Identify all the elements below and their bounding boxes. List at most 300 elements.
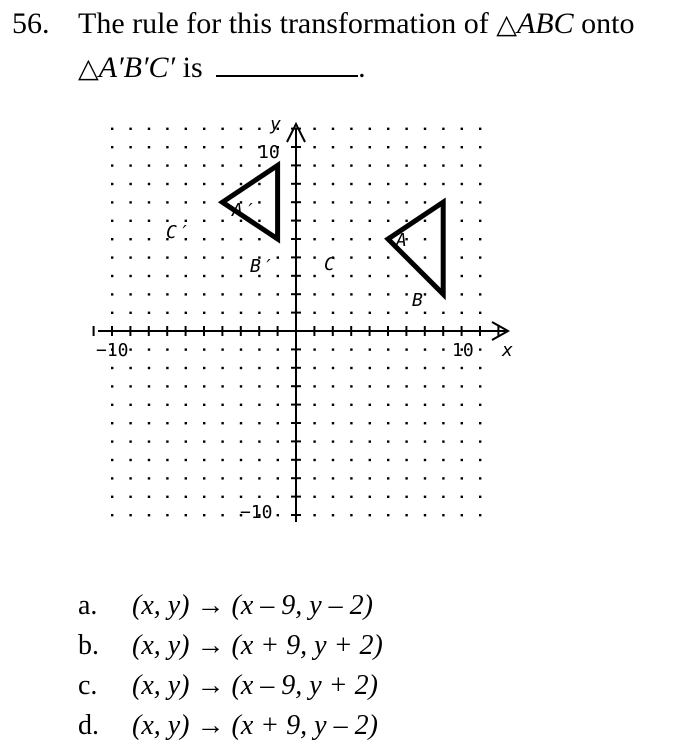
grid-dot <box>240 440 242 442</box>
grid-dot <box>166 459 168 461</box>
grid-dot <box>369 146 371 148</box>
grid-dot <box>424 256 426 258</box>
grid-dot <box>111 220 113 222</box>
grid-dot <box>442 348 444 350</box>
grid-dot <box>350 367 352 369</box>
grid-dot <box>129 477 131 479</box>
grid-dot <box>332 312 334 314</box>
grid-dot <box>148 459 150 461</box>
grid-dot <box>185 293 187 295</box>
grid-dot <box>185 183 187 185</box>
grid-dot <box>313 256 315 258</box>
end-mark: . <box>358 51 366 84</box>
grid-dot <box>405 404 407 406</box>
grid-dot <box>332 514 334 516</box>
grid-dot <box>313 385 315 387</box>
grid-dot <box>369 164 371 166</box>
grid-dot <box>332 128 334 130</box>
grid-dot <box>387 477 389 479</box>
grid-dot <box>313 220 315 222</box>
tick-label-neg-y: −10 <box>240 502 273 523</box>
grid-dot <box>240 312 242 314</box>
grid-dot <box>277 275 279 277</box>
grid-dot <box>277 404 279 406</box>
grid-dot <box>461 201 463 203</box>
grid-dot <box>332 440 334 442</box>
grid-dot <box>332 164 334 166</box>
grid-dot <box>111 477 113 479</box>
choice-letter: c. <box>78 670 98 701</box>
grid-dot <box>405 514 407 516</box>
grid-dot <box>277 348 279 350</box>
grid-dot <box>405 201 407 203</box>
choice-c[interactable] <box>78 670 378 702</box>
grid-dot <box>405 440 407 442</box>
grid-dot <box>424 422 426 424</box>
grid-dot <box>258 348 260 350</box>
grid-dot <box>442 459 444 461</box>
grid-dot <box>203 201 205 203</box>
image-triangle-name: A′B′C′ <box>98 51 176 84</box>
grid-dot <box>185 367 187 369</box>
grid-dot <box>166 256 168 258</box>
grid-dot <box>461 440 463 442</box>
grid-dot <box>424 496 426 498</box>
choice-text: (x, y) → (x + 9, y – 2) <box>132 710 378 741</box>
grid-dot <box>442 164 444 166</box>
grid-dot <box>313 275 315 277</box>
grid-dot <box>129 238 131 240</box>
grid-dot <box>479 514 481 516</box>
grid-dot <box>350 348 352 350</box>
grid-dot <box>332 220 334 222</box>
grid-dot <box>148 146 150 148</box>
grid-dot <box>111 238 113 240</box>
grid-dot <box>258 404 260 406</box>
grid-dot <box>479 275 481 277</box>
grid-dot <box>442 440 444 442</box>
grid-dot <box>221 514 223 516</box>
grid-dot <box>166 164 168 166</box>
choice-text: (x, y) → (x – 9, y + 2) <box>132 670 378 701</box>
grid-dot <box>387 348 389 350</box>
grid-dot <box>185 275 187 277</box>
choice-b[interactable] <box>78 630 383 662</box>
grid-dot <box>129 293 131 295</box>
grid-dot <box>129 312 131 314</box>
grid-dot <box>424 220 426 222</box>
grid-dot <box>258 312 260 314</box>
label-c: C <box>324 254 335 275</box>
grid-dot <box>461 293 463 295</box>
grid-dot <box>240 496 242 498</box>
grid-dot <box>166 201 168 203</box>
label-b: B <box>412 290 423 311</box>
grid-dot <box>350 128 352 130</box>
grid-dot <box>313 201 315 203</box>
grid-dot <box>240 477 242 479</box>
grid-dot <box>332 348 334 350</box>
grid-dot <box>185 146 187 148</box>
grid-dot <box>442 422 444 424</box>
grid-dot <box>111 459 113 461</box>
grid-dot <box>185 477 187 479</box>
grid-dot <box>258 385 260 387</box>
grid-dot <box>129 183 131 185</box>
grid-dot <box>258 183 260 185</box>
grid-dot <box>461 146 463 148</box>
grid-dot <box>203 477 205 479</box>
grid-dot <box>203 422 205 424</box>
grid-dot <box>313 312 315 314</box>
grid-dot <box>166 275 168 277</box>
grid-dot <box>129 422 131 424</box>
grid-dot <box>185 256 187 258</box>
grid-dot <box>111 183 113 185</box>
choice-d[interactable] <box>78 710 378 742</box>
grid-dot <box>166 404 168 406</box>
grid-dot <box>387 385 389 387</box>
grid-dot <box>405 477 407 479</box>
grid-dot <box>148 348 150 350</box>
grid-dot <box>313 146 315 148</box>
grid-dot <box>129 514 131 516</box>
grid-dot <box>203 164 205 166</box>
grid-dot <box>203 367 205 369</box>
grid-dot <box>221 385 223 387</box>
grid-dot <box>424 183 426 185</box>
grid-dot <box>148 256 150 258</box>
grid-dot <box>387 367 389 369</box>
triangle-symbol: △ <box>496 9 517 40</box>
grid-dot <box>203 128 205 130</box>
grid-dot <box>277 256 279 258</box>
grid-dot <box>166 367 168 369</box>
grid-dot <box>111 422 113 424</box>
grid-dot <box>424 293 426 295</box>
grid-dot <box>240 404 242 406</box>
grid-dot <box>387 220 389 222</box>
grid-dot <box>461 404 463 406</box>
grid-dot <box>350 183 352 185</box>
grid-dot <box>111 496 113 498</box>
grid-dot <box>111 312 113 314</box>
grid-dot <box>479 201 481 203</box>
grid-dot <box>369 256 371 258</box>
grid-dot <box>313 164 315 166</box>
grid-dot <box>221 128 223 130</box>
grid-dot <box>461 275 463 277</box>
grid-dot <box>369 477 371 479</box>
grid-dot <box>203 404 205 406</box>
grid-dot <box>258 293 260 295</box>
grid-dot <box>240 367 242 369</box>
grid-dot <box>258 440 260 442</box>
grid-dot <box>424 348 426 350</box>
grid-dot <box>442 496 444 498</box>
grid-dot <box>405 293 407 295</box>
grid-dot <box>350 293 352 295</box>
grid-dot <box>148 164 150 166</box>
grid-dot <box>148 440 150 442</box>
grid-dot <box>221 422 223 424</box>
grid-dot <box>166 496 168 498</box>
grid-dot <box>387 404 389 406</box>
grid-dot <box>350 440 352 442</box>
grid-dot <box>129 128 131 130</box>
grid-dot <box>129 146 131 148</box>
grid-dot <box>221 183 223 185</box>
original-triangle-name: ABC <box>516 7 574 40</box>
grid-dot <box>129 164 131 166</box>
grid-dot <box>185 440 187 442</box>
grid-dot <box>405 146 407 148</box>
grid-dot <box>332 422 334 424</box>
grid-dot <box>369 201 371 203</box>
grid-dot <box>148 404 150 406</box>
grid-dot <box>350 385 352 387</box>
grid-dot <box>405 128 407 130</box>
grid-dot <box>313 459 315 461</box>
grid-dot <box>313 496 315 498</box>
grid-dot <box>240 164 242 166</box>
grid-dot <box>424 312 426 314</box>
grid-dot <box>442 183 444 185</box>
grid-dot <box>424 238 426 240</box>
grid-dot <box>461 496 463 498</box>
grid-dot <box>221 367 223 369</box>
grid-dot <box>369 367 371 369</box>
grid-dot <box>258 367 260 369</box>
grid-dot <box>332 385 334 387</box>
triangle-symbol-2: △ <box>78 53 99 84</box>
grid-dot <box>405 164 407 166</box>
grid-dot <box>424 404 426 406</box>
answer-blank[interactable] <box>216 49 358 77</box>
grid-dot <box>221 496 223 498</box>
grid-dot <box>313 404 315 406</box>
grid-dot <box>332 496 334 498</box>
axes <box>94 124 508 530</box>
grid-dot <box>240 275 242 277</box>
choice-text: (x, y) → (x – 9, y – 2) <box>132 590 374 621</box>
choice-a[interactable] <box>78 590 373 622</box>
grid-dot <box>221 440 223 442</box>
grid-dot <box>277 385 279 387</box>
grid-dot <box>350 312 352 314</box>
grid-dot <box>479 348 481 350</box>
grid-dot <box>277 422 279 424</box>
grid-dot <box>461 128 463 130</box>
grid-dot <box>350 477 352 479</box>
grid-dot <box>221 404 223 406</box>
grid-dot <box>350 404 352 406</box>
grid-dot <box>461 164 463 166</box>
grid-dot <box>479 404 481 406</box>
grid-dot <box>350 496 352 498</box>
grid-dot <box>166 183 168 185</box>
grid-dot <box>387 422 389 424</box>
grid-dot <box>387 164 389 166</box>
grid-dot <box>258 477 260 479</box>
grid-dot <box>479 164 481 166</box>
grid-dot <box>313 477 315 479</box>
grid-dot <box>479 220 481 222</box>
grid-dot <box>185 312 187 314</box>
grid-dot <box>313 293 315 295</box>
grid-dot <box>442 146 444 148</box>
grid-dot <box>405 422 407 424</box>
grid-dot <box>258 164 260 166</box>
grid-dot <box>166 422 168 424</box>
grid-dot <box>185 496 187 498</box>
grid-dot <box>240 385 242 387</box>
grid-dot <box>424 201 426 203</box>
grid-dot <box>129 367 131 369</box>
grid-dot <box>332 183 334 185</box>
grid-dot <box>332 146 334 148</box>
question-line-1 <box>12 7 635 42</box>
grid-dot <box>129 459 131 461</box>
grid-dot <box>424 164 426 166</box>
grid-dot <box>387 312 389 314</box>
grid-dot <box>129 275 131 277</box>
grid-dot <box>332 367 334 369</box>
grid-dot <box>350 146 352 148</box>
grid-dot <box>148 293 150 295</box>
grid-dot <box>369 404 371 406</box>
grid-dot <box>369 440 371 442</box>
grid-dot <box>166 514 168 516</box>
grid-dot <box>405 183 407 185</box>
grid-dot <box>332 275 334 277</box>
grid-dot <box>111 256 113 258</box>
choice-letter: a. <box>78 590 98 621</box>
grid-dot <box>461 459 463 461</box>
grid-dot <box>479 367 481 369</box>
grid-dot <box>185 404 187 406</box>
grid-dot <box>148 477 150 479</box>
grid-dot <box>479 146 481 148</box>
grid-dot <box>203 348 205 350</box>
grid-dot <box>369 312 371 314</box>
grid-dot <box>424 514 426 516</box>
grid-dot <box>277 514 279 516</box>
grid-dot <box>424 128 426 130</box>
grid-dot <box>405 385 407 387</box>
choice-text: (x, y) → (x + 9, y + 2) <box>132 630 383 661</box>
grid-dot <box>332 477 334 479</box>
grid-dot <box>369 514 371 516</box>
grid-dot <box>129 256 131 258</box>
grid-dot <box>442 385 444 387</box>
x-axis-label: x <box>502 340 513 361</box>
grid-dot <box>221 312 223 314</box>
grid-dot <box>258 459 260 461</box>
grid-dot <box>405 220 407 222</box>
grid-dot <box>405 348 407 350</box>
grid-dot <box>258 496 260 498</box>
grid-dot <box>111 128 113 130</box>
grid-dot <box>111 201 113 203</box>
grid-dot <box>203 385 205 387</box>
grid-dot <box>424 440 426 442</box>
grid-dot <box>221 348 223 350</box>
grid-dot <box>442 312 444 314</box>
label-c-prime: C′ <box>166 222 188 243</box>
label-b-prime: B′ <box>250 256 272 277</box>
grid-dot <box>203 293 205 295</box>
tick-label-neg-x: −10 <box>96 340 129 361</box>
grid-dot <box>350 459 352 461</box>
grid-dot <box>203 459 205 461</box>
grid-dot <box>332 238 334 240</box>
grid-dot <box>479 183 481 185</box>
grid-dot <box>129 496 131 498</box>
grid-dot <box>148 367 150 369</box>
grid-dot <box>111 514 113 516</box>
grid-dot <box>442 477 444 479</box>
grid-dot <box>369 348 371 350</box>
grid-dot <box>369 293 371 295</box>
grid-dot <box>461 256 463 258</box>
grid-dot <box>203 440 205 442</box>
grid-dot <box>387 293 389 295</box>
grid-dot <box>277 477 279 479</box>
grid-dot <box>203 312 205 314</box>
grid-dot <box>203 514 205 516</box>
grid-dot <box>203 496 205 498</box>
grid-dot <box>185 514 187 516</box>
grid-dot <box>332 293 334 295</box>
tick-label-pos-y: 10 <box>258 142 280 163</box>
grid-dot <box>369 496 371 498</box>
grid-dot <box>369 238 371 240</box>
grid-dot <box>203 238 205 240</box>
grid-dot <box>203 183 205 185</box>
grid-dot <box>148 238 150 240</box>
grid-dot <box>148 201 150 203</box>
question-text-part3: is <box>182 51 203 84</box>
grid-dot <box>424 459 426 461</box>
choice-letter: b. <box>78 630 99 661</box>
grid-dot <box>129 440 131 442</box>
grid-dot <box>479 459 481 461</box>
grid-dot <box>387 514 389 516</box>
choice-letter: d. <box>78 710 99 741</box>
grid-dot <box>461 183 463 185</box>
grid-dot <box>479 238 481 240</box>
grid-dot <box>369 385 371 387</box>
grid-dot <box>479 293 481 295</box>
grid-dot <box>277 496 279 498</box>
question-text-part1: The rule for this transformation of <box>78 7 489 40</box>
grid-dot <box>240 293 242 295</box>
grid-dot <box>405 312 407 314</box>
grid-dot <box>129 404 131 406</box>
grid-dot <box>148 275 150 277</box>
grid-dot <box>313 367 315 369</box>
grid-dot <box>129 348 131 350</box>
grid-dot <box>148 220 150 222</box>
grid-dot <box>442 128 444 130</box>
grid-dot <box>111 146 113 148</box>
grid-dot <box>424 385 426 387</box>
grid-dot <box>479 496 481 498</box>
grid-dot <box>148 312 150 314</box>
grid-dot <box>203 220 205 222</box>
grid-dot <box>332 201 334 203</box>
